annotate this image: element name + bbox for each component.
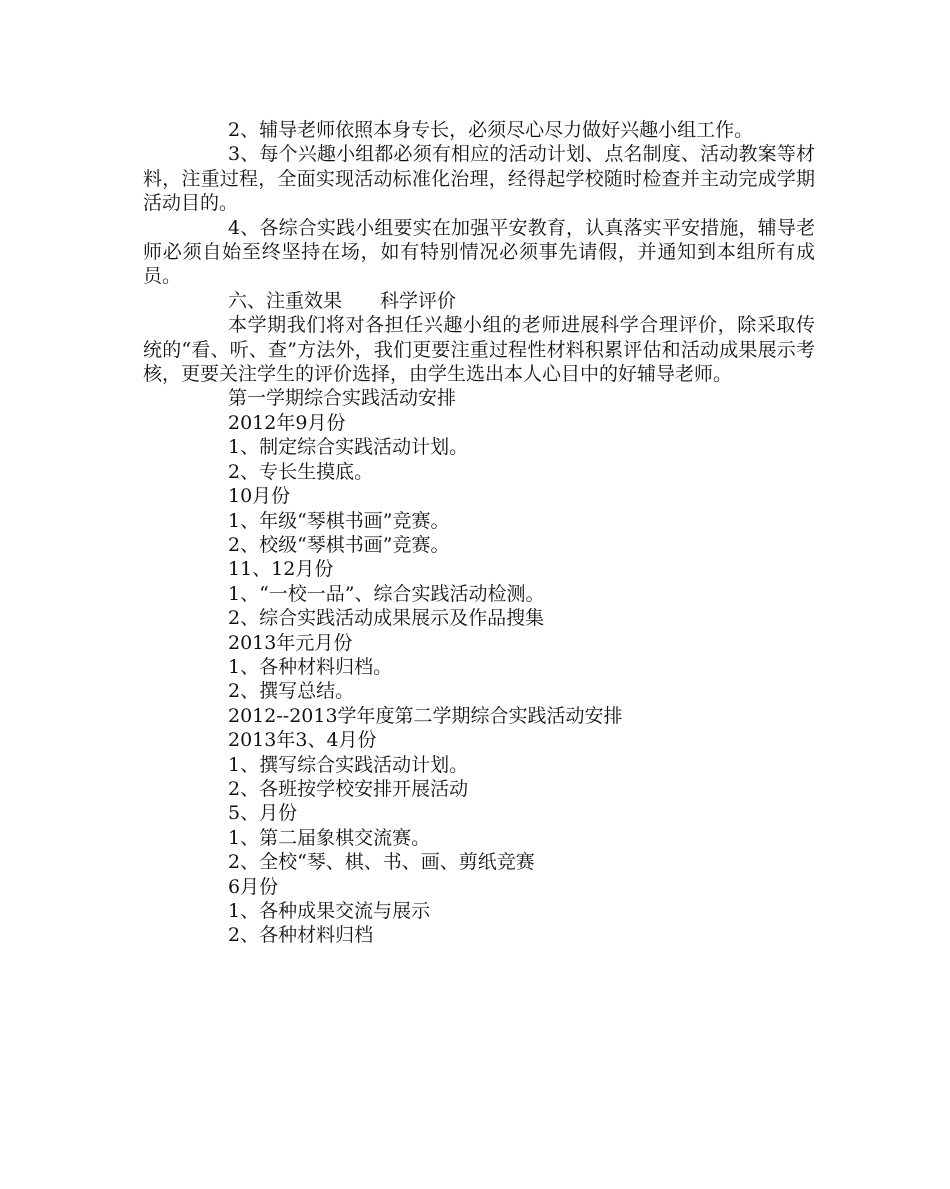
schedule-month: 5、月份	[228, 802, 298, 825]
schedule-item: 2、各种材料归档	[228, 924, 374, 947]
schedule-item: 1、制定综合实践活动计划。	[228, 436, 469, 459]
schedule-item: 2、全校“琴、棋、书、画、剪纸竞赛	[228, 851, 535, 874]
schedule-item: 2、校级“琴棋书画”竞赛。	[228, 533, 450, 556]
schedule-month: 10月份	[228, 485, 291, 508]
schedule-item: 2、撰写总结。	[228, 680, 355, 703]
schedule-month: 6月份	[228, 875, 279, 898]
paragraph-evaluation: 本学期我们将对各担任兴趣小组的老师进展科学合理评价，除采取传统的“看、听、查”方法外，我们更要注重过程性材料积累评估和活动成果展示考核，更要关注学生的评价选择，由学生选出本人心目中的好辅导老师。	[143, 314, 815, 386]
schedule-item: 2、专长生摸底。	[228, 460, 374, 483]
schedule-item: 1、第二届象棋交流赛。	[228, 826, 431, 849]
schedule-month: 2013年元月份	[228, 631, 353, 654]
section-heading-evaluation: 六、注重效果 科学评价	[228, 289, 457, 312]
schedule-item: 1、撰写综合实践活动计划。	[228, 753, 469, 776]
schedule-month: 2013年3、4月份	[228, 729, 377, 752]
schedule-month: 11、12月份	[228, 558, 334, 581]
schedule-month: 2012年9月份	[228, 411, 346, 434]
paragraph-activity-plan: 3、每个兴趣小组都必须有相应的活动计划、点名制度、活动教案等材料，注重过程，全面实现活动标准化治理，经得起学校随时检查并主动完成学期活动目的。	[143, 143, 815, 215]
paragraph-tutor-duty: 2、辅导老师依照本身专长，必须尽心尽力做好兴趣小组工作。	[228, 119, 754, 141]
document-body	[143, 118, 815, 948]
paragraph-safety: 4、各综合实践小组要实在加强平安教育，认真落实平安措施，辅导老师必须自始至终坚持在场，如有特别情况必须事先请假，并通知到本组所有成员。	[143, 216, 815, 288]
schedule-heading-second-term: 2012--2013学年度第二学期综合实践活动安排	[228, 704, 623, 727]
schedule-item: 1、各种成果交流与展示	[228, 900, 431, 922]
schedule-item: 2、各班按学校安排开展活动	[228, 777, 469, 800]
schedule-item: 1、年级“琴棋书画”竞赛。	[228, 509, 450, 532]
schedule-item: 1、各种材料归档。	[228, 655, 393, 678]
schedule-heading-first-term: 第一学期综合实践活动安排	[228, 387, 457, 410]
schedule-item: 2、综合实践活动成果展示及作品搜集	[228, 607, 545, 630]
schedule-item: 1、“一校一品”、综合实践活动检测。	[228, 582, 545, 605]
